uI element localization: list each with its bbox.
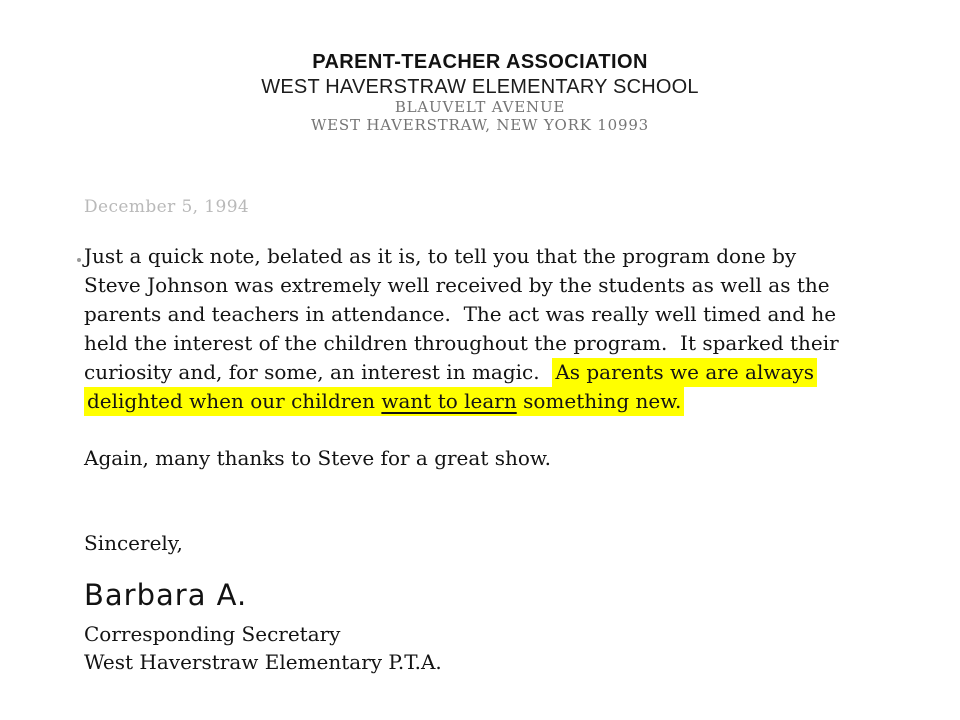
- body-paragraph: [84, 242, 839, 416]
- address-line-1: BLAUVELT AVENUE: [394, 98, 566, 116]
- body-text: curiosity and, for some, an interest in magic.: [84, 360, 553, 384]
- signature-name: Barbara A.: [84, 578, 248, 612]
- body-line-6: [84, 387, 839, 416]
- stray-mark: [77, 258, 81, 262]
- letterhead: [0, 49, 960, 134]
- organization-name: PARENT-TEACHER ASSOCIATION: [312, 51, 648, 73]
- body-line-3: parents and teachers in attendance. The act was really well timed and he: [84, 302, 837, 326]
- letter-date: December 5, 1994: [84, 197, 250, 217]
- body-line-4: held the interest of the children throughout the program. It sparked their: [84, 331, 839, 355]
- school-name: WEST HAVERSTRAW ELEMENTARY SCHOOL: [261, 76, 699, 98]
- underlined-highlighted-text: want to learn: [381, 387, 516, 416]
- body-line-2: Steve Johnson was extremely well received by the students as well as the: [84, 273, 830, 297]
- body-line-5: [84, 358, 839, 387]
- signature-organization: West Haverstraw Elementary P.T.A.: [84, 650, 442, 674]
- highlighted-text: something new.: [517, 387, 685, 416]
- body-line-1: Just a quick note, belated as it is, to tell you that the program done by: [84, 244, 797, 268]
- address-line-2: WEST HAVERSTRAW, NEW YORK 10993: [310, 115, 650, 134]
- highlighted-text: As parents we are always: [552, 358, 817, 387]
- highlighted-text: delighted when our children: [84, 387, 381, 416]
- closing-salutation: Sincerely,: [84, 531, 183, 555]
- thanks-line: Again, many thanks to Steve for a great show.: [84, 446, 552, 470]
- signature-title: Corresponding Secretary: [84, 622, 341, 646]
